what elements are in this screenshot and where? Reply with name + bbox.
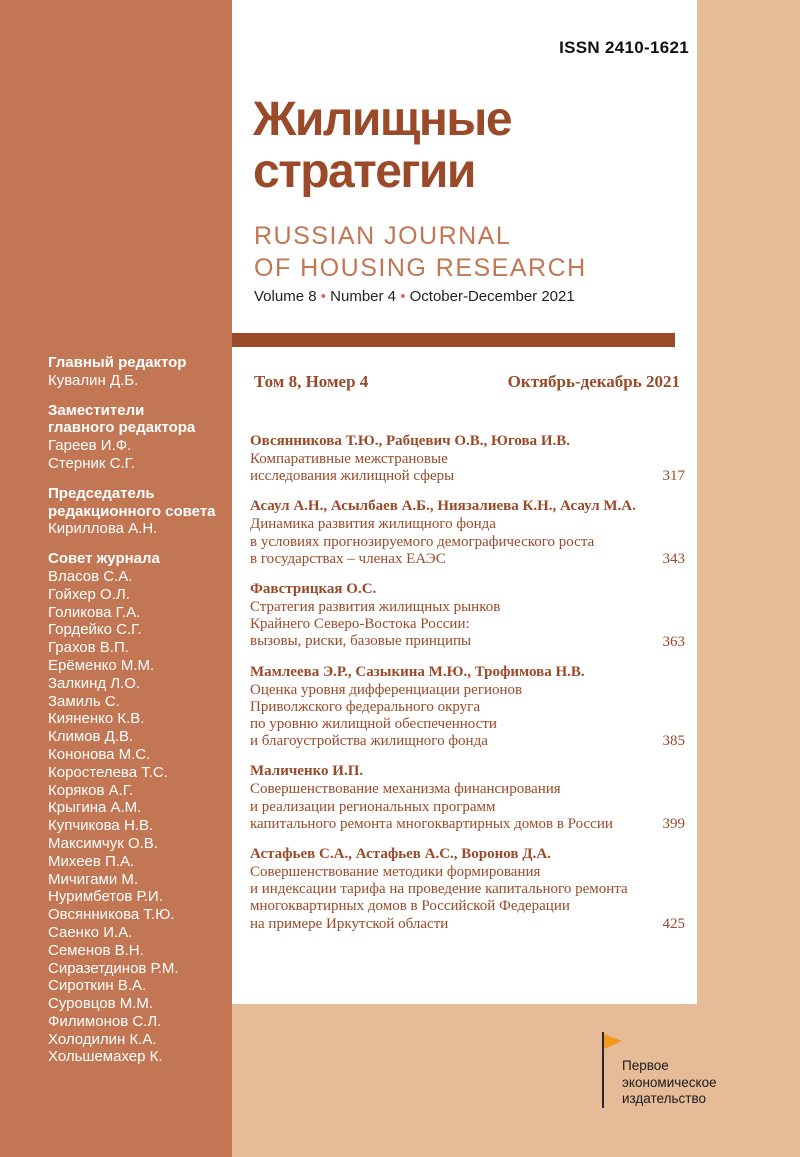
board-member: Купчикова Н.В.: [48, 817, 154, 835]
issue-row: [254, 372, 680, 392]
toc-title-line: Приволжского федерального округа: [250, 698, 480, 715]
toc-entry: [250, 663, 685, 751]
journal-title-ru: [253, 94, 511, 198]
flag-icon: [600, 1030, 624, 1110]
toc-entry: [250, 580, 685, 651]
board-member: Гойхер О.Л.: [48, 585, 130, 603]
cover-panel: [232, 0, 697, 1004]
toc-authors: Овсянникова Т.Ю., Рабцевич О.В., Югова И.В.: [250, 433, 571, 449]
toc-title-line: исследования жилищной сферы: [250, 468, 455, 485]
toc-title-line: Стратегия развития жилищных рынков: [250, 599, 501, 616]
toc-title-line: и реализации региональных программ: [250, 798, 496, 815]
volume-line: [254, 288, 575, 305]
board-heading: Совет журнала: [48, 550, 160, 568]
toc-page-number: 425: [662, 915, 685, 932]
toc-entry: [250, 497, 685, 568]
toc-title: [250, 864, 628, 933]
board-member: Ерёменко М.М.: [48, 656, 155, 674]
toc-entry: [250, 762, 685, 833]
board-member: Кувалин Д.Б.: [48, 371, 139, 389]
title-line: Жилищные: [253, 93, 512, 146]
board-member: Михеев П.А.: [48, 852, 135, 870]
toc-title: [250, 682, 522, 751]
board-member: Саенко И.А.: [48, 923, 133, 941]
toc-title: [250, 451, 454, 485]
toc-authors: Фавстрицкая О.С.: [250, 581, 377, 598]
publisher-line: Первое: [622, 1058, 669, 1073]
toc-title-line: на примере Иркутской области: [250, 915, 449, 932]
issue-period-ru: Октябрь-декабрь 2021: [507, 372, 680, 391]
toc-authors: Мамлеева Э.Р., Сазыкина М.Ю., Трофимова Н.В.: [250, 663, 585, 680]
board-member: Климов Д.В.: [48, 728, 134, 746]
toc-title-line: вызовы, риски, базовые принципы: [250, 633, 472, 650]
board-member: Хольшемахер К.: [48, 1048, 163, 1066]
board-heading: редакционного совета: [48, 502, 216, 520]
toc-title-line: по уровню жилищной обеспеченности: [250, 716, 497, 733]
toc-entry: [250, 432, 685, 485]
board-member: Залкинд Л.О.: [48, 674, 141, 692]
toc-title-line: в государствах – членах ЕАЭС: [250, 550, 446, 567]
editorial-board: [48, 354, 228, 1078]
publisher-name: [622, 1058, 717, 1108]
toc-title-line: в условиях прогнозируемого демографического роста: [250, 533, 595, 550]
board-member: Суровцов М.М.: [48, 995, 154, 1013]
board-heading: Главный редактор: [48, 354, 187, 371]
title-line: стратегии: [253, 145, 475, 198]
issue-volume-ru: Том 8, Номер 4: [254, 372, 369, 391]
board-member: Кононова М.С.: [48, 745, 151, 763]
board-member: Замиль С.: [48, 692, 120, 710]
issn-label: ISSN 2410-1621: [559, 38, 689, 57]
toc-page-number: 343: [662, 551, 685, 568]
board-member: Власов С.А.: [48, 567, 133, 585]
board-heading: Заместители: [48, 401, 145, 419]
toc-page-number: 363: [662, 633, 685, 650]
cover-sidebar: [0, 0, 232, 1157]
board-member: Максимчук О.В.: [48, 834, 158, 852]
board-member: Овсянникова Т.Ю.: [48, 906, 175, 924]
board-member: Холодилин К.А.: [48, 1030, 157, 1048]
board-member: Коряков А.Г.: [48, 781, 134, 799]
toc-page-number: 317: [662, 468, 685, 485]
toc-page-number: 399: [662, 816, 685, 833]
board-heading: главного редактора: [48, 419, 196, 437]
board-heading: Председатель: [48, 484, 155, 502]
board-member: Нуримбетов Р.И.: [48, 888, 163, 906]
board-member: Сиразетдинов Р.М.: [48, 959, 179, 977]
toc-title-line: Компаративные межстрановые: [250, 451, 448, 467]
toc-title: [250, 599, 500, 651]
toc-authors: Астафьев С.А., Астафьев А.С., Воронов Д.А.: [250, 846, 551, 863]
toc-title-line: Оценка уровня дифференциации регионов: [250, 681, 523, 698]
title-en-line: RUSSIAN JOURNAL: [254, 222, 512, 250]
toc-entry: [250, 845, 685, 933]
toc-title-line: капитального ремонта многоквартирных домов в России: [250, 815, 613, 832]
board-group: [48, 550, 228, 1066]
board-member: Кияненко К.В.: [48, 710, 145, 728]
number-label: Number 4: [330, 288, 397, 305]
toc-title-line: Совершенствование методики формирования: [250, 864, 541, 881]
board-member: Гареев И.Ф.: [48, 437, 132, 455]
title-en-line: OF HOUSING RESEARCH: [254, 254, 587, 282]
table-of-contents: [250, 432, 685, 945]
toc-title-line: Динамика развития жилищного фонда: [250, 516, 496, 533]
board-member: Стерник С.Г.: [48, 454, 136, 472]
publisher-line: экономическое: [622, 1074, 717, 1090]
toc-title-line: Крайнего Северо-Востока России:: [250, 616, 470, 633]
board-member: Голикова Г.А.: [48, 603, 141, 621]
toc-authors: Асаул А.Н., Асылбаев А.Б., Ниязалиева К.Н., Асаул М.А.: [250, 498, 636, 515]
board-member: Семенов В.Н.: [48, 941, 144, 959]
board-member: Мичигами М.: [48, 870, 139, 888]
toc-title: [250, 781, 613, 833]
toc-authors: Маличенко И.П.: [250, 763, 364, 780]
board-member: Коростелева Т.С.: [48, 763, 168, 781]
board-member: Кириллова А.Н.: [48, 520, 158, 538]
board-member: Крыгина А.М.: [48, 799, 142, 817]
separator-dot: •: [320, 288, 326, 305]
toc-title-line: Совершенствование механизма финансирования: [250, 781, 561, 798]
board-member: Филимонов С.Л.: [48, 1012, 162, 1030]
toc-title-line: многоквартирных домов в Российской Федерации: [250, 898, 570, 915]
toc-title-line: и благоустройства жилищного фонда: [250, 733, 488, 750]
board-group: [48, 402, 228, 473]
board-member: Гордейко С.Г.: [48, 621, 142, 639]
divider-bar: [232, 333, 675, 347]
journal-title-en: [254, 220, 587, 284]
publisher-line: издательство: [622, 1091, 706, 1106]
period-label: October-December 2021: [409, 288, 575, 305]
board-member: Сироткин В.А.: [48, 977, 147, 995]
board-member: Грахов В.П.: [48, 639, 129, 657]
board-group: [48, 485, 228, 538]
separator-dot: •: [400, 288, 406, 305]
volume-label: Volume 8: [254, 288, 317, 305]
board-group: [48, 354, 228, 390]
toc-title-line: и индексации тарифа на проведение капитального ремонта: [250, 881, 628, 898]
toc-title: [250, 516, 594, 568]
toc-page-number: 385: [662, 733, 685, 750]
